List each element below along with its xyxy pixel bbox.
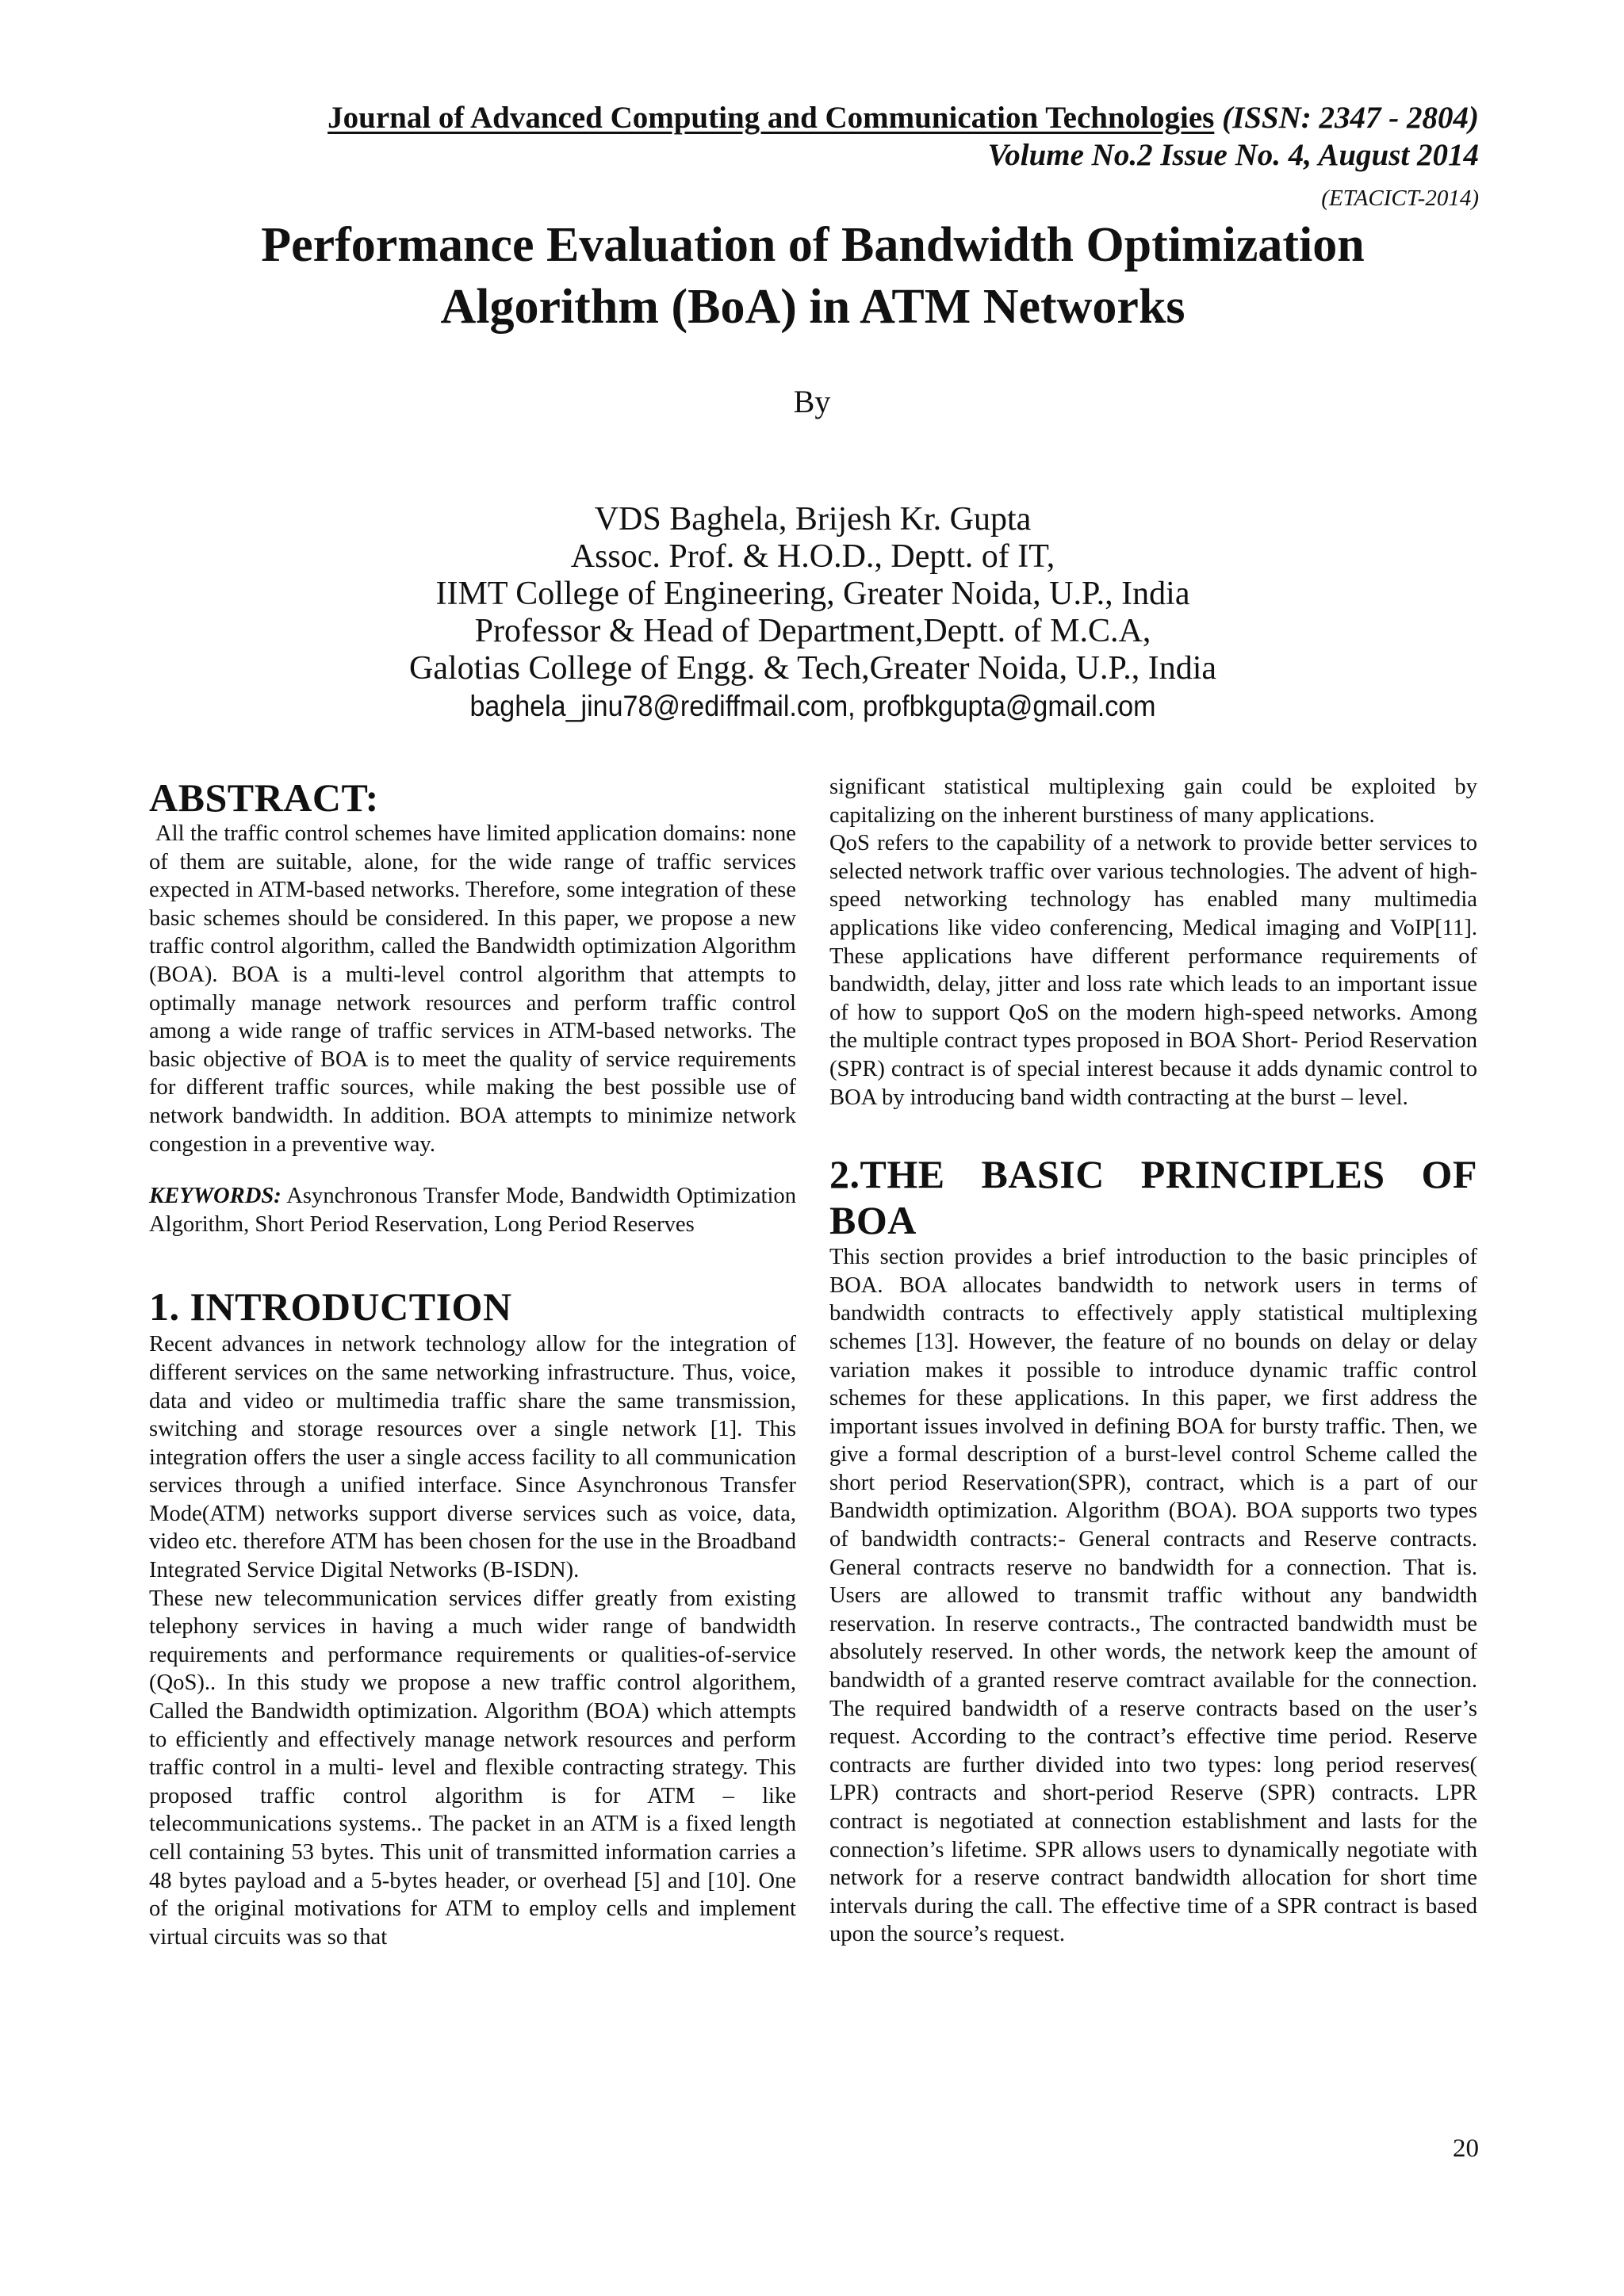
left-column (149, 775, 796, 1951)
introduction-paragraph-1: Recent advances in network technology allow for the integration of different services on the same networking infrastructure. Thus, voice, data and video or multimedia traffic share the same transmission, switching and storage resources over a single network [1]. This integration offers the user a single access facility to all communication services through a unified interface. Since Asynchronous Transfer Mode(ATM) networks support diverse services such as voice, data, video etc. therefore ATM has been chosen for the use in the Broadband Integrated Service Digital Networks (B-ISDN). (149, 1332, 796, 1583)
author-affiliation-4: Galotias College of Engg. & Tech,Greater Noida, U.P., India (408, 650, 1217, 687)
journal-volume: Volume No.2 Issue No. 4, August 2014 (987, 138, 1479, 172)
right-column (829, 773, 1477, 1949)
keywords (149, 1182, 796, 1238)
paper-title-line-2: Algorithm (BoA) in ATM Networks (440, 280, 1185, 334)
author-emails: baghela_jinu78@rediffmail.com, profbkgupta@gmail.com (469, 690, 1156, 722)
abstract-heading: ABSTRACT: (149, 775, 379, 820)
journal-name: Journal of Advanced Computing and Communication Technologies (327, 101, 1215, 135)
author-affiliation-3: Professor & Head of Department,Deptt. of M.C.A, (474, 613, 1151, 649)
journal-issn: (ISSN: 2347 - 2804) (1214, 101, 1479, 135)
page-number: 20 (1453, 2134, 1479, 2163)
by-label: By (793, 384, 831, 419)
introduction-paragraph-2: These new telecommunication services differ greatly from existing telephony services in having a much wider range of bandwidth requirements and performance requirements or qualities-of-service (QoS).. In this study we propose a new traffic control algorithem, Called the Bandwidth optimization. Algorithm (BOA) which attempts to efficiently and effectively manage network resources and perform traffic control in a multi- level and flexible contracting strategy. This proposed traffic control algorithm is for ATM – like telecommunications systems.. The packet in an ATM is a fixed length cell containing 53 bytes. This unit of transmitted information carries a 48 bytes payload and a 5-bytes header, or overhead [5] and [10]. One of the original motivations for ATM to employ cells and implement virtual circuits was so that (149, 1586, 796, 1950)
keywords-text: Asynchronous Transfer Mode, Bandwidth Optimization Algorithm, Short Period Reservation, Long Period Reserves (149, 1184, 796, 1237)
author-affiliation-1: Assoc. Prof. & H.O.D., Deptt. of IT, (570, 538, 1055, 575)
basic-principles-heading: 2.THE BASIC PRINCIPLES OF BOA (829, 1152, 1477, 1243)
basic-principles-text: This section provides a brief introduction to the basic principles of BOA. BOA allocates bandwidth to network users in terms of bandwidth contracts to effectively apply statistical multiplexing schemes [13]. However, the feature of no bounds on delay or delay variation makes it possible to introduce dynamic traffic control schemes for these applications. In this paper, we first address the important issues involved in defining BOA for bursty traffic. Then, we give a formal description of a burst-level control Scheme called the short period Reservation(SPR), contract, which is a part of our Bandwidth optimization. Algorithm (BOA). BOA supports two types of bandwidth contracts:- General contracts and Reserve contracts. General contracts reserve no bandwidth for a connection. That is. Users are allowed to transmit traffic without any bandwidth reservation. In reserve contracts., The contracted bandwidth must be absolutely reserved. In other words, the network keep the amount of bandwidth of a granted reserve comtract available for the connection. The required bandwidth of a reserve contracts based on the user’s request. According to the contract’s effective time period. Reserve contracts are further divided into two types: long period reserves( LPR) contracts and short-period Reserve (SPR) contracts. LPR contract is negotiated at connection establishment and lasts for the connection’s lifetime. SPR allows users to dynamically negotiate with network for a reserve contract bandwidth allocation for short time intervals during the call. The effective time of a SPR contract is based upon the source’s request. (829, 1245, 1477, 1947)
abstract-text: All the traffic control schemes have limited application domains: none of them are suitable, alone, for the wide range of traffic services expected in ATM-based networks. Therefore, some integration of these basic schemes should be considered. In this paper, we propose a new traffic control algorithm, called the Bandwidth optimization Algorithm (BOA). BOA is a multi-level control algorithm that attempts to optimally manage network resources and perform traffic control among a wide range of traffic services in ATM-based networks. The basic objective of BOA is to meet the quality of service requirements for different traffic sources, while making the best possible use of network bandwidth. In addition. BOA attempts to minimize network congestion in a preventive way. (149, 821, 796, 1157)
keywords-label: KEYWORDS: (149, 1184, 282, 1209)
journal-header (254, 99, 1479, 137)
author-names: VDS Baghela, Brijesh Kr. Gupta (594, 501, 1032, 538)
conference-tag: (ETACICT-2014) (1321, 186, 1479, 211)
author-block (238, 501, 1388, 725)
introduction-heading: 1. INTRODUCTION (149, 1284, 512, 1330)
introduction-paragraph-3: significant statistical multiplexing gain could be exploited by capitalizing on the inherent burstiness of many applications. (829, 775, 1477, 828)
introduction-paragraph-4: QoS refers to the capability of a network to provide better services to selected network traffic over various technologies. The advent of high-speed networking technology has enabled many multimedia applications like video conferencing, Medical imaging and VoIP[11]. These applications have different performance requirements of bandwidth, delay, jitter and loss rate which leads to an important issue of how to support QoS on the modern high-speed networks. Among the multiple contract types proposed in BOA Short- Period Reservation (SPR) contract is of special interest because it adds dynamic control to BOA by introducing band width contracting at the burst – level. (829, 831, 1477, 1110)
paper-title-line-1: Performance Evaluation of Bandwidth Optimization (261, 218, 1365, 272)
paper-title (159, 214, 1467, 338)
author-affiliation-2: IIMT College of Engineering, Greater Noida, U.P., India (435, 576, 1190, 612)
